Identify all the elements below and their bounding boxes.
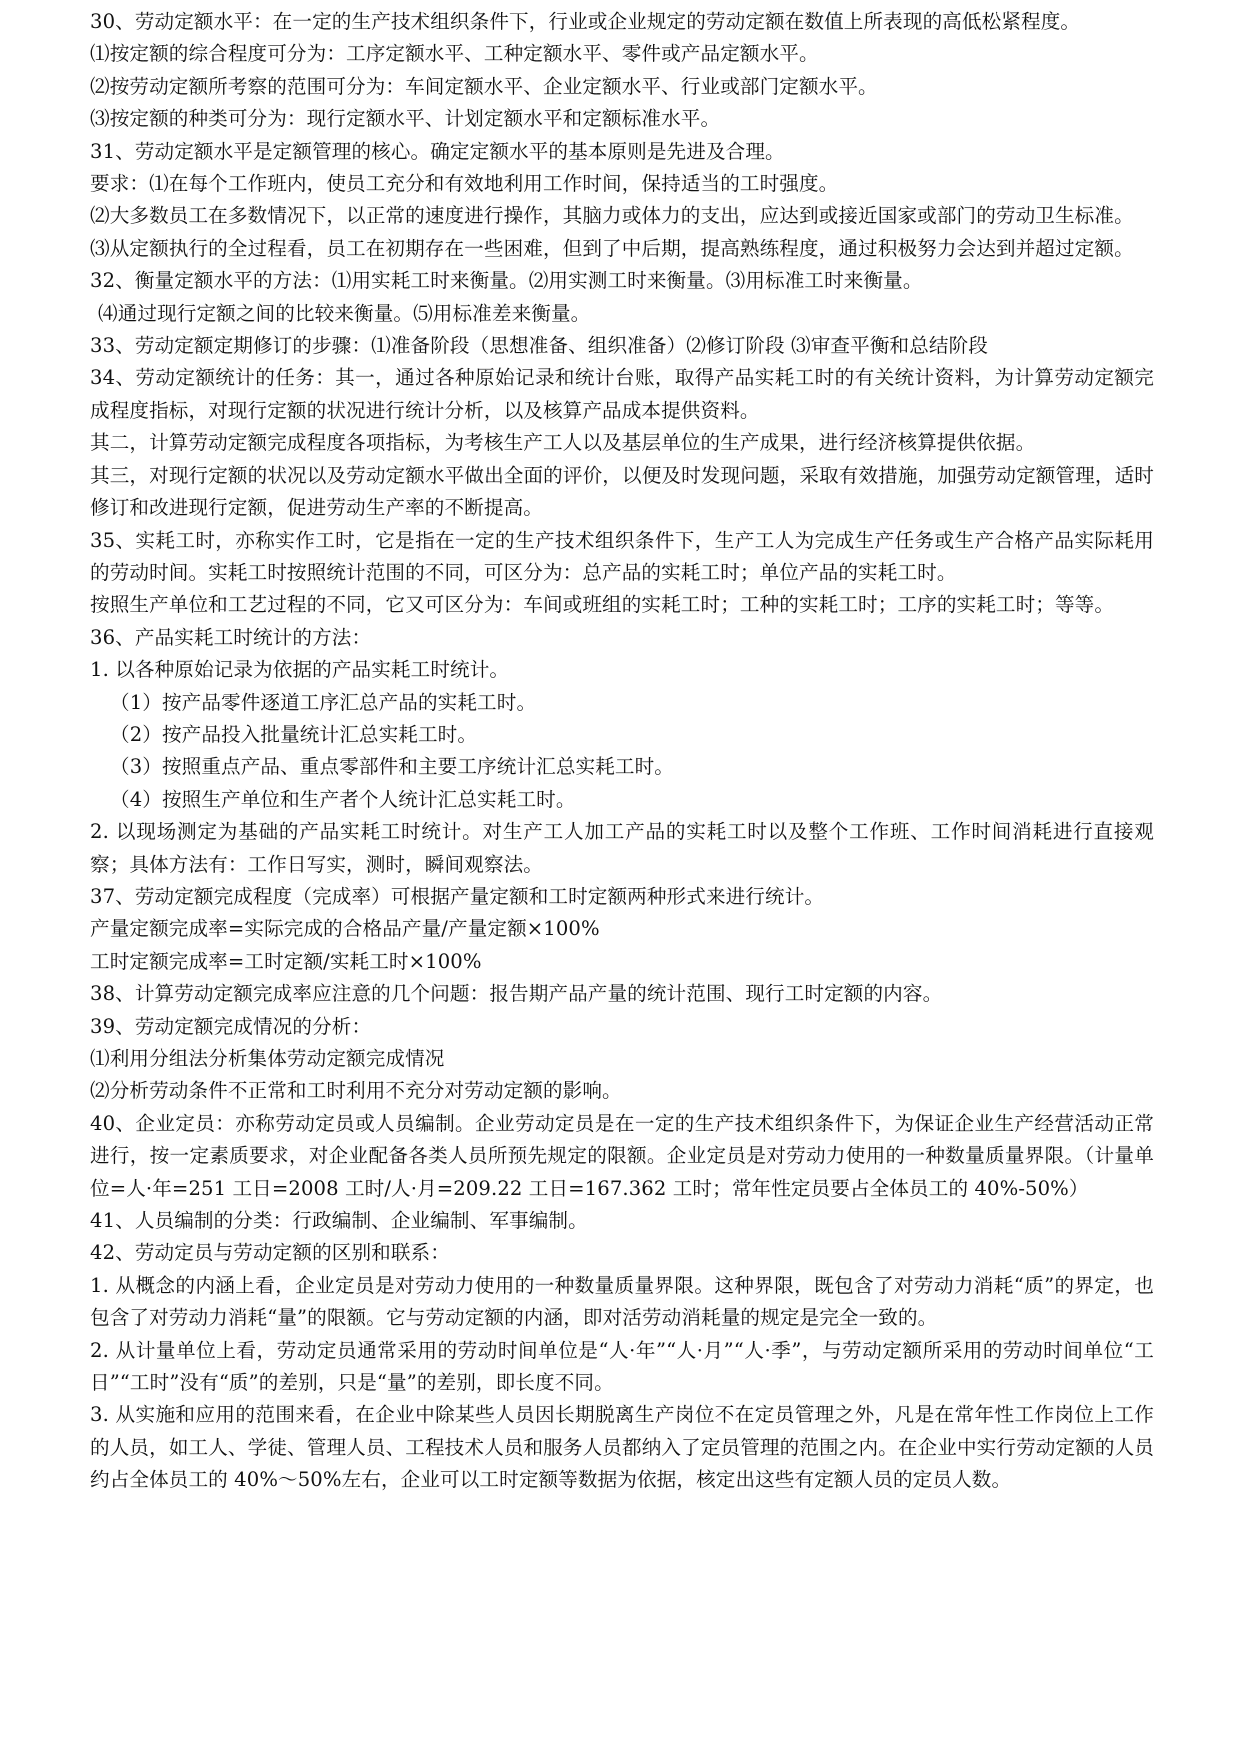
paragraph: 36、产品实耗工时统计的方法： — [90, 625, 372, 649]
paragraph: ⑵分析劳动条件不正常和工时利用不充分对劳动定额的影响。 — [90, 1079, 622, 1103]
paragraph: （1）按产品零件逐道工序汇总产品的实耗工时。 — [110, 690, 537, 714]
paragraph: ⑷通过现行定额之间的比较来衡量。⑸用标准差来衡量。 — [98, 301, 591, 325]
paragraph: 2. 以现场测定为基础的产品实耗工时统计。对生产工人加工产品的实耗工时以及整个工作班、工作时间消耗进行直接观察；具体方法有：工作日写实，测时，瞬间观察法。 — [90, 820, 1154, 876]
paragraph: 31、劳动定额水平是定额管理的核心。确定定额水平的基本原则是先进及合理。 — [90, 139, 785, 163]
paragraph: 37、劳动定额完成程度（完成率）可根据产量定额和工时定额两种形式来进行统计。 — [90, 884, 825, 908]
paragraph: 33、劳动定额定期修订的步骤：⑴准备阶段（思想准备、组织准备）⑵修订阶段 ⑶审查平衡和总结阶段 — [90, 334, 988, 358]
paragraph: 其三，对现行定额的状况以及劳动定额水平做出全面的评价，以便及时发现问题，采取有效措施，加强劳动定额管理，适时修订和改进现行定额，促进劳动生产率的不断提高。 — [90, 463, 1154, 520]
paragraph: 35、实耗工时，亦称实作工时，它是指在一定的生产技术组织条件下，生产工人为完成生产任务或生产合格产品实际耗用的劳动时间。实耗工时按照统计范围的不同，可区分为：总产品的实耗工时；单位产品的实耗工时。 — [90, 528, 1154, 584]
paragraph: 按照生产单位和工艺过程的不同，它又可区分为：车间或班组的实耗工时；工种的实耗工时；工序的实耗工时；等等。 — [90, 593, 1115, 617]
paragraph: ⑵按劳动定额所考察的范围可分为：车间定额水平、企业定额水平、行业或部门定额水平。 — [90, 74, 878, 98]
paragraph: 工时定额完成率=工时定额/实耗工时×100% — [90, 949, 482, 973]
paragraph: （3）按照重点产品、重点零部件和主要工序统计汇总实耗工时。 — [110, 755, 674, 779]
paragraph: ⑴利用分组法分析集体劳动定额完成情况 — [90, 1047, 445, 1070]
paragraph: ⑶从定额执行的全过程看，员工在初期存在一些困难，但到了中后期，提高熟练程度，通过积极努力会达到并超过定额。 — [90, 236, 1134, 260]
paragraph: 1. 以各种原始记录为依据的产品实耗工时统计。 — [90, 658, 510, 682]
paragraph: 其二，计算劳动定额完成程度各项指标，为考核生产工人以及基层单位的生产成果，进行经济核算提供依据。 — [90, 431, 1036, 455]
paragraph: ⑶按定额的种类可分为：现行定额水平、计划定额水平和定额标准水平。 — [90, 107, 721, 131]
paragraph: 42、劳动定员与劳动定额的区别和联系： — [90, 1241, 450, 1265]
paragraph: 40、企业定员：亦称劳动定员或人员编制。企业劳动定员是在一定的生产技术组织条件下，为保证企业生产经营活动正常进行，按一定素质要求，对企业配备各类人员所预先规定的限额。企业定员是对劳动力使用的一种数量质量界限。（计量单位=人·年=251 工日=2008 工时/人·月=209.22 工日=167.362 工时；常年性定员要占全体员工的 40%-50%） — [90, 1111, 1154, 1200]
paragraph: 32、衡量定额水平的方法：⑴用实耗工时来衡量。⑵用实测工时来衡量。⑶用标准工时来衡量。 — [90, 269, 923, 293]
paragraph: 41、人员编制的分类：行政编制、企业编制、军事编制。 — [90, 1209, 588, 1233]
paragraph: 要求：⑴在每个工作班内，使员工充分和有效地利用工作时间，保持适当的工时强度。 — [90, 172, 839, 196]
paragraph: （2）按产品投入批量统计汇总实耗工时。 — [110, 722, 478, 746]
paragraph: ⑴按定额的综合程度可分为：工序定额水平、工种定额水平、零件或产品定额水平。 — [90, 42, 819, 66]
paragraph: 30、劳动定额水平：在一定的生产技术组织条件下，行业或企业规定的劳动定额在数值上所表现的高低松紧程度。 — [90, 10, 1081, 33]
paragraph: 2. 从计量单位上看，劳动定员通常采用的劳动时间单位是“人·年”“人·月”“人·季”，与劳动定额所采用的劳动时间单位“工日”“工时”没有“质”的差别，只是“量”的差别，即长度不同。 — [90, 1338, 1154, 1395]
paragraph: 38、计算劳动定额完成率应注意的几个问题：报告期产品产量的统计范围、现行工时定额的内容。 — [90, 982, 943, 1006]
paragraph: ⑵大多数员工在多数情况下，以正常的速度进行操作，其脑力或体力的支出，应达到或接近国家或部门的劳动卫生标准。 — [90, 204, 1134, 228]
paragraph: 产量定额完成率=实际完成的合格品产量/产量定额×100% — [90, 917, 600, 941]
paragraph: 34、劳动定额统计的任务：其一，通过各种原始记录和统计台账，取得产品实耗工时的有关统计资料，为计算劳动定额完成程度指标，对现行定额的状况进行统计分析，以及核算产品成本提供资料。 — [90, 366, 1154, 422]
paragraph: 3. 从实施和应用的范围来看，在企业中除某些人员因长期脱离生产岗位不在定员管理之外，凡是在常年性工作岗位上工作的人员，如工人、学徒、管理人员、工程技术人员和服务人员都纳入了定员管理的范围之内。在企业中实行劳动定额的人员约占全体员工的 40%～50%左右，企业可以工时定额等数据为依据，核定出这些有定额人员的定员人数。 — [90, 1403, 1154, 1492]
paragraph: 1. 从概念的内涵上看，企业定员是对劳动力使用的一种数量质量界限。这种界限，既包含了对劳动力消耗“质”的界定，也包含了对劳动力消耗“量”的限额。它与劳动定额的内涵，即对活劳动消耗量的规定是完全一致的。 — [90, 1273, 1154, 1330]
paragraph: （4）按照生产单位和生产者个人统计汇总实耗工时。 — [110, 787, 576, 811]
paragraph: 39、劳动定额完成情况的分析： — [90, 1014, 372, 1038]
